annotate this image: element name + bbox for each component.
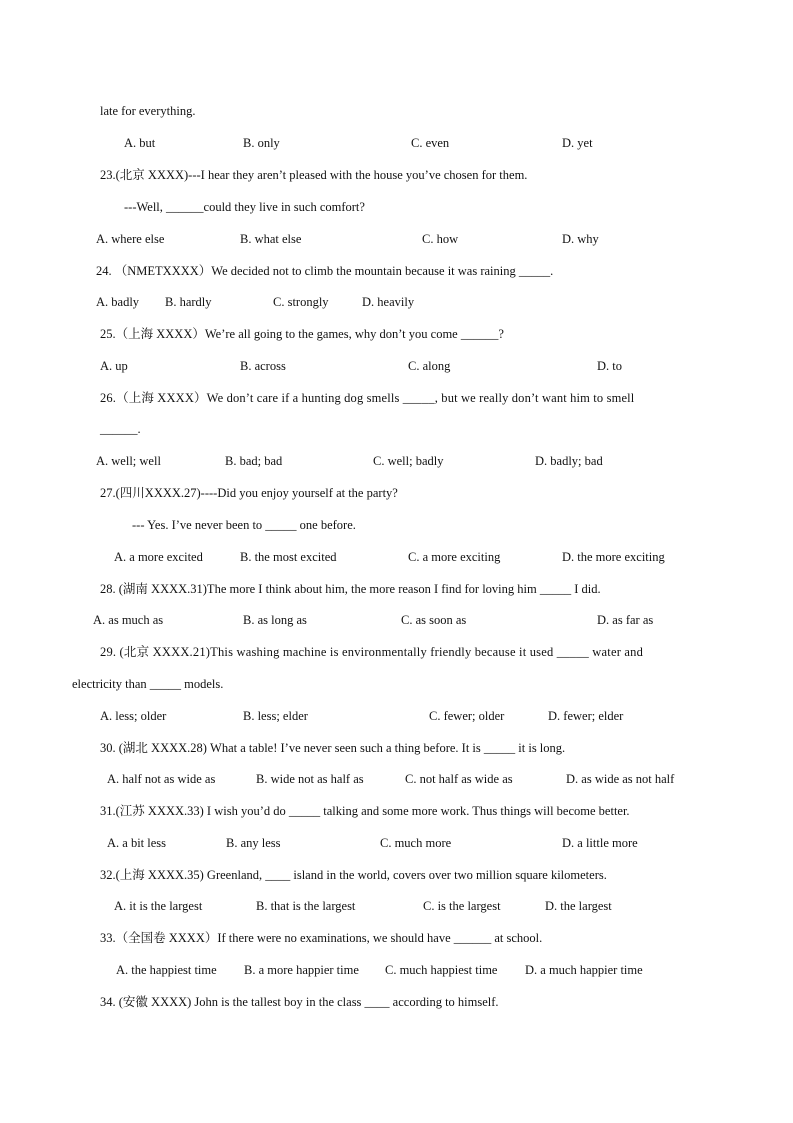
q30-option-d: D. as wide as not half xyxy=(566,772,675,786)
q28-option-a: A. as much as xyxy=(93,613,164,627)
q24-option-c: C. strongly xyxy=(273,295,329,309)
q26-stem-end: ______. xyxy=(100,422,141,436)
q25-option-c: C. along xyxy=(408,359,451,373)
q27-stem: 27.(四川XXXX.27)----Did you enjoy yourself at the party? xyxy=(100,486,398,500)
q29-option-d: D. fewer; elder xyxy=(548,709,624,723)
q23-option-b: B. what else xyxy=(240,232,302,246)
q31-option-a: A. a bit less xyxy=(107,836,167,850)
q33-option-a: A. the happiest time xyxy=(116,963,217,977)
q25-option-d: D. to xyxy=(597,359,622,373)
q31-option-b: B. any less xyxy=(226,836,281,850)
q26-option-b: B. bad; bad xyxy=(225,454,283,468)
q32-option-b: B. that is the largest xyxy=(256,899,356,913)
q26-stem: 26.（上海 XXXX）We don’t care if a hunting dog smells _____, but we really don’t want him to smell xyxy=(100,391,635,405)
q29-stem-end: electricity than _____ models. xyxy=(72,677,224,691)
q33-option-d: D. a much happier time xyxy=(525,963,643,977)
q32-stem: 32.(上海 XXXX.35) Greenland, ____ island in the world, covers over two million square kilometers. xyxy=(100,868,607,882)
q29-option-b: B. less; elder xyxy=(243,709,308,723)
q30-option-a: A. half not as wide as xyxy=(107,772,216,786)
q31-stem: 31.(江苏 XXXX.33) I wish you’d do _____ talking and some more work. Thus things will become better. xyxy=(100,804,630,818)
q30-stem: 30. (湖北 XXXX.28) What a table! I’ve never seen such a thing before. It is _____ it is long. xyxy=(100,741,566,755)
q33-option-b: B. a more happier time xyxy=(244,963,359,977)
q32-option-c: C. is the largest xyxy=(423,899,501,913)
q24-stem: 24. （NMETXXXX）We decided not to climb the mountain because it was raining _____. xyxy=(96,264,554,278)
q27-option-d: D. the more exciting xyxy=(562,550,665,564)
q32-option-d: D. the largest xyxy=(545,899,612,913)
q23-stem: 23.(北京 XXXX)---I hear they aren’t pleased with the house you’ve chosen for them. xyxy=(100,168,528,182)
q26-option-a: A. well; well xyxy=(96,454,161,468)
q27-option-c: C. a more exciting xyxy=(408,550,501,564)
q27-option-a: A. a more excited xyxy=(114,550,203,564)
q32-option-a: A. it is the largest xyxy=(114,899,203,913)
q24-option-a: A. badly xyxy=(96,295,140,309)
q24-option-d: D. heavily xyxy=(362,295,415,309)
q29-option-a: A. less; older xyxy=(100,709,167,723)
q33-stem: 33.（全国卷 XXXX）If there were no examinations, we should have ______ at school. xyxy=(100,931,543,945)
q26-option-c: C. well; badly xyxy=(373,454,444,468)
q25-option-b: B. across xyxy=(240,359,286,373)
q28-option-b: B. as long as xyxy=(243,613,307,627)
q31-option-d: D. a little more xyxy=(562,836,638,850)
q27-option-b: B. the most excited xyxy=(240,550,337,564)
q23-option-d: D. why xyxy=(562,232,599,246)
q22-option-b: B. only xyxy=(243,136,280,150)
q23-stem-reply: ---Well, ______could they live in such comfort? xyxy=(124,200,365,214)
q33-option-c: C. much happiest time xyxy=(385,963,498,977)
q24-option-b: B. hardly xyxy=(165,295,212,309)
q26-option-d: D. badly; bad xyxy=(535,454,603,468)
q22-option-d: D. yet xyxy=(562,136,593,150)
q25-stem: 25.（上海 XXXX）We’re all going to the games, why don’t you come ______? xyxy=(100,327,504,341)
q28-option-c: C. as soon as xyxy=(401,613,467,627)
q27-stem-reply: --- Yes. I’ve never been to _____ one before. xyxy=(132,518,356,532)
q25-option-a: A. up xyxy=(100,359,128,373)
q34-stem: 34. (安徽 XXXX) John is the tallest boy in the class ____ according to himself. xyxy=(100,995,499,1009)
q28-stem: 28. (湖南 XXXX.31)The more I think about him, the more reason I find for loving him _____ I did. xyxy=(100,582,601,596)
q28-option-d: D. as far as xyxy=(597,613,654,627)
q30-option-c: C. not half as wide as xyxy=(405,772,513,786)
q22-option-a: A. but xyxy=(124,136,156,150)
q23-option-c: C. how xyxy=(422,232,459,246)
q29-stem: 29. (北京 XXXX.21)This washing machine is environmentally friendly because it used _____ water and xyxy=(100,645,644,659)
q23-option-a: A. where else xyxy=(96,232,165,246)
q22-stem-end: late for everything. xyxy=(100,104,196,118)
q31-option-c: C. much more xyxy=(380,836,452,850)
q29-option-c: C. fewer; older xyxy=(429,709,505,723)
q30-option-b: B. wide not as half as xyxy=(256,772,364,786)
q22-option-c: C. even xyxy=(411,136,450,150)
